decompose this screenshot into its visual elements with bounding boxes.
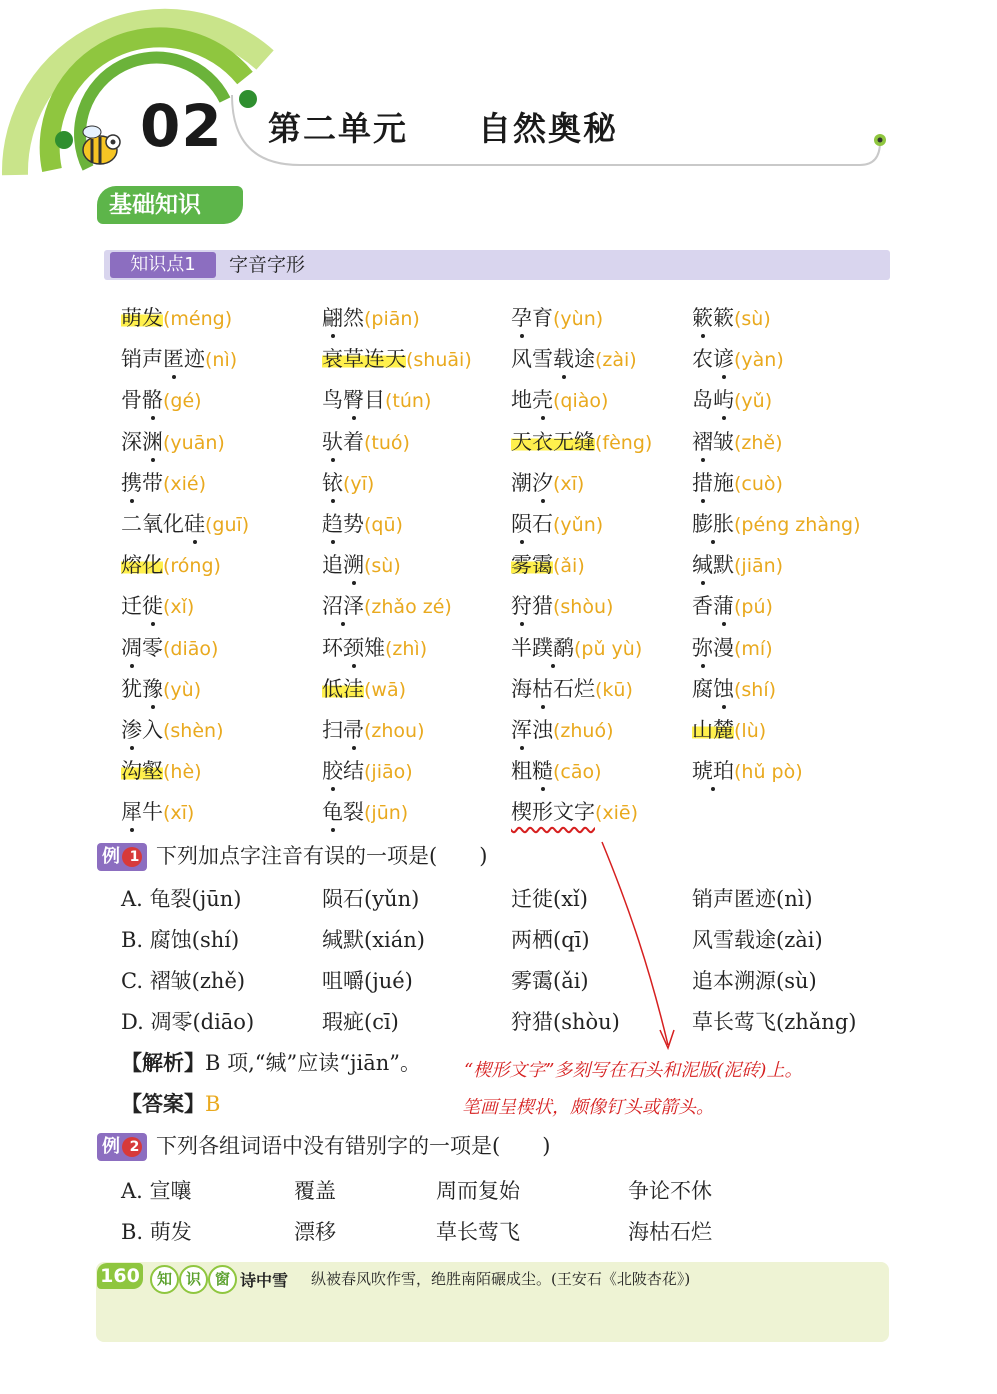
example-1-option: 缄默(xián): [322, 928, 425, 952]
dotted-char: 蒲: [713, 591, 734, 621]
vocab-pinyin: (kū): [595, 678, 633, 701]
vocab-pinyin: (méng): [163, 308, 233, 330]
handwritten-note-line-1: “楔形文字”多刻写在石头和泥版(泥砖)上。: [464, 1060, 803, 1081]
vocab-word: [692, 388, 734, 412]
word-part: 骨: [121, 388, 142, 413]
vocab-word: [511, 512, 553, 536]
vocab-word: [322, 306, 364, 330]
word-part: 然: [343, 306, 364, 330]
vocab-item: [322, 344, 472, 375]
vocab-word: [121, 636, 163, 660]
vocab-word: [511, 347, 595, 371]
word-part: 目: [364, 388, 385, 413]
vocab-item: [121, 797, 194, 828]
dotted-char: 陨: [511, 509, 532, 539]
word-part: 裂: [343, 800, 364, 825]
vocab-item: [121, 468, 206, 499]
vocab-pinyin: (shuāi): [406, 349, 472, 372]
word-part: 石烂: [553, 676, 595, 701]
vocab-item: [511, 385, 608, 416]
dotted-char: 趋: [322, 509, 343, 539]
vocab-item: [692, 427, 783, 458]
vocab-pinyin: (zài): [595, 349, 637, 372]
vocab-pinyin: (zhou): [364, 720, 425, 742]
example-1-option: 风雪载途(zài): [692, 928, 823, 952]
vocab-word: [511, 471, 553, 495]
dotted-char: 匿: [163, 344, 184, 374]
analysis-line: [121, 1048, 421, 1078]
vocab-item: [692, 509, 860, 540]
vocab-word: [692, 636, 734, 660]
vocab-pinyin: (jiāo): [364, 761, 413, 784]
vocab-pinyin: (ǎi): [553, 555, 585, 578]
vocab-pinyin: (qiào): [553, 390, 609, 413]
vocab-item: [511, 756, 602, 787]
example-1-label: 例 1: [97, 843, 147, 871]
word-part: 石: [532, 512, 553, 536]
example-1-option: 雾霭(ǎi): [511, 969, 589, 993]
example-1-number: 1: [122, 847, 142, 867]
word-part: 追: [322, 553, 343, 578]
vocab-pinyin: (jiān): [734, 555, 784, 578]
vocab-pinyin: (fèng): [595, 431, 653, 454]
bee-icon: [83, 126, 120, 164]
word-part: 二氧化: [121, 512, 184, 536]
dotted-char: 措: [692, 468, 713, 498]
vocab-item: [322, 385, 431, 416]
vocab-word: [511, 718, 553, 742]
vocab-item: [322, 303, 420, 334]
dotted-char: 颈: [343, 633, 364, 663]
vocab-item: [121, 674, 201, 705]
word-part: 迹: [184, 347, 205, 372]
dotted-char: 枯: [532, 674, 553, 704]
example-1-option: 销声匿迹(nì): [692, 887, 813, 911]
vocab-pinyin: (yàn): [734, 349, 784, 372]
dotted-char: 溯: [343, 550, 364, 580]
word-part: 施: [713, 470, 734, 495]
example-2-option: 覆盖: [294, 1179, 336, 1203]
dotted-char: 弥: [692, 633, 713, 663]
example-1-option: 草长莺飞(zhǎng): [692, 1010, 857, 1034]
highlighted-word: 天衣无缝: [511, 429, 595, 454]
vocab-word: [511, 594, 553, 618]
vocab-word: [121, 471, 163, 495]
highlighted-word: 雾霭: [511, 553, 553, 578]
word-part: 扫: [322, 718, 343, 742]
vocab-pinyin: (róng): [163, 555, 221, 578]
vocab-pinyin: (xī): [163, 802, 195, 825]
word-part: 潮: [511, 470, 532, 495]
vocab-pinyin: (xǐ): [163, 596, 195, 619]
vocab-item: [121, 591, 194, 622]
vocab-word: [322, 471, 343, 495]
dotted-char: 渊: [142, 427, 163, 457]
word-part: 势: [343, 512, 364, 536]
word-part: 零: [142, 635, 163, 660]
dotted-char: 蚀: [713, 674, 734, 704]
vocab-word: [322, 430, 364, 454]
example-1-option: 咀嚼(jué): [322, 969, 413, 993]
vocab-item: [692, 715, 766, 746]
answer-line: [121, 1089, 220, 1119]
answer-value: B: [205, 1092, 221, 1116]
vocab-item: [692, 468, 783, 499]
vocab-word: [322, 718, 364, 742]
vocab-item: [322, 509, 403, 540]
dotted-char: 簌: [692, 303, 713, 333]
dotted-char: 渗: [121, 715, 142, 745]
word-part: 粗: [511, 759, 532, 784]
dotted-char: 胶: [322, 756, 343, 786]
vocab-pinyin: (zhì): [385, 637, 428, 660]
vocab-item: [121, 385, 202, 416]
vocab-pinyin: (gé): [163, 390, 202, 413]
analysis-label: 【解析】: [121, 1051, 205, 1075]
unit-number: 02: [140, 92, 223, 160]
vocab-item: [322, 756, 413, 787]
word-part: 深: [121, 429, 142, 454]
example-2-question: 下列各组词语中没有错别字的一项是( ): [156, 1134, 551, 1158]
dotted-char: 膨胀: [692, 509, 734, 539]
vocab-item: [322, 797, 408, 828]
dotted-char: 孕: [511, 303, 532, 333]
vocab-word: [692, 306, 734, 330]
word-part: 犹: [121, 676, 142, 701]
dotted-char: 蹼鹬: [532, 633, 574, 663]
word-part: 鸟: [322, 388, 343, 413]
dotted-char: 凋: [121, 633, 142, 663]
vocab-item: [511, 509, 603, 540]
highlighted-word: 沟壑: [121, 759, 163, 784]
vocab-item: [322, 674, 406, 705]
vocab-item: [692, 756, 803, 787]
vocab-item: [511, 344, 637, 375]
vocab-item: [692, 674, 776, 705]
word-part: 簌: [713, 306, 734, 330]
dotted-char: 犀: [121, 797, 142, 827]
vocab-item: [121, 756, 202, 787]
vocab-word: [322, 553, 364, 577]
vocab-pinyin: (yuān): [163, 431, 225, 454]
vocab-word: [322, 512, 364, 536]
example-1-option: 追本溯源(sù): [692, 969, 817, 993]
vocab-pinyin: (shèn): [163, 720, 224, 742]
dotted-char: 豫: [142, 674, 163, 704]
vocab-word: [121, 718, 163, 742]
poem-text: 纵被春风吹作雪，绝胜南陌碾成尘。(王安石《北陂杏花》): [311, 1270, 691, 1288]
vocab-pinyin: (péng zhàng): [734, 514, 861, 536]
vocab-word: [322, 800, 364, 824]
word-part: 漫: [713, 635, 734, 660]
knowledge-window-char: 识: [179, 1265, 208, 1294]
vocab-word: [511, 306, 553, 330]
dotted-char: 缄: [692, 550, 713, 580]
word-part: 入: [142, 718, 163, 742]
vocab-word: [511, 388, 553, 412]
dotted-char: 屿: [713, 385, 734, 415]
vocab-word: [121, 759, 163, 783]
example-1-option: 陨石(yǔn): [322, 887, 420, 911]
example-2-option: 争论不休: [628, 1179, 712, 1203]
wavy-underlined-word: 楔形文字: [511, 800, 595, 825]
example-2-option: 海枯石烂: [628, 1220, 712, 1244]
vocab-pinyin: (piān): [364, 308, 420, 330]
vocab-pinyin: (yī): [343, 472, 375, 495]
vocab-word: [692, 471, 734, 495]
vocab-word: [322, 347, 406, 371]
example-2-option: 周而复始: [436, 1179, 520, 1203]
vocab-pinyin: (yǔ): [734, 390, 773, 413]
vocab-item: [511, 550, 585, 581]
dotted-char: 谚: [713, 344, 734, 374]
dotted-char: 帚: [343, 715, 364, 745]
word-part: 农: [692, 347, 713, 372]
dotted-char: 糙: [532, 756, 553, 786]
word-part: 香: [692, 594, 713, 619]
vocab-item: [511, 797, 638, 828]
vocab-word: [322, 677, 364, 701]
vocab-pinyin: (qū): [364, 514, 403, 536]
vocab-item: [511, 633, 642, 664]
example-2-option: 漂移: [294, 1220, 336, 1244]
vocab-word: [511, 636, 574, 660]
example-1-question: 下列加点字注音有误的一项是( ): [156, 844, 488, 868]
vocab-pinyin: (hǔ pò): [734, 761, 803, 784]
vocab-pinyin: (shòu): [553, 596, 614, 619]
vocab-item: [692, 550, 783, 581]
vocab-item: [322, 468, 374, 499]
vocab-word: [692, 759, 734, 783]
dotted-char: 臀: [343, 385, 364, 415]
knowledge-point-bar: [104, 250, 890, 280]
section-title: 基础知识: [97, 186, 243, 224]
example-1-option: B. 腐蚀(shí): [121, 928, 240, 952]
word-part: 半: [511, 635, 532, 660]
vocab-pinyin: (xī): [553, 472, 585, 495]
example-1-option: A. 龟裂(jūn): [121, 887, 242, 911]
dotted-char: 龟: [322, 797, 343, 827]
dotted-char: 狩: [511, 591, 532, 621]
vocab-word: [121, 306, 163, 330]
vocab-word: [121, 553, 163, 577]
vocab-pinyin: (wā): [364, 678, 407, 701]
dotted-char: 徙: [142, 591, 163, 621]
word-part: 海: [511, 676, 532, 701]
vocab-item: [692, 344, 784, 375]
word-part: 着: [343, 429, 364, 454]
vocab-word: [322, 759, 364, 783]
example-1-option: C. 褶皱(zhě): [121, 969, 246, 993]
vocab-item: [322, 633, 427, 664]
word-part: 地: [511, 388, 532, 413]
vocab-word: [511, 800, 595, 824]
vocab-item: [692, 633, 773, 664]
example-2-option: B. 萌发: [121, 1220, 192, 1244]
vocab-word: [121, 677, 163, 701]
highlighted-word: 山麓: [692, 718, 734, 742]
vocab-pinyin: (sù): [734, 308, 771, 330]
annotation-arrow: [590, 830, 710, 1060]
knowledge-window-char: 窗: [208, 1265, 237, 1294]
word-part: 销声: [121, 347, 163, 372]
dotted-char: 驮: [322, 427, 343, 457]
example-2-label: 例 2: [97, 1133, 147, 1161]
vocab-pinyin: (zhě): [734, 431, 783, 454]
dotted-char: 浑: [511, 715, 532, 745]
vocab-word: [511, 759, 553, 783]
word-part: 岛: [692, 388, 713, 413]
vocab-pinyin: (cāo): [553, 761, 602, 784]
vocab-word: [121, 388, 163, 412]
vocab-word: [121, 347, 205, 371]
vocab-item: [322, 427, 410, 458]
example-2-option: A. 宣嚷: [121, 1179, 192, 1203]
unit-title: 第二单元 自然奥秘: [268, 109, 618, 148]
vocab-word: [692, 718, 734, 742]
vocab-item: [121, 715, 224, 746]
word-part: 腐: [692, 676, 713, 701]
vocab-pinyin: (yù): [163, 678, 202, 701]
analysis-text: B 项,“缄”应读“jiān”。: [205, 1051, 421, 1075]
vocab-pinyin: (tún): [385, 390, 432, 413]
example-1-option: 瑕疵(cī): [322, 1010, 399, 1034]
answer-label: 【答案】: [121, 1092, 205, 1116]
vocab-pinyin: (lù): [734, 720, 767, 742]
vocab-word: [692, 594, 734, 618]
vocab-pinyin: (shí): [734, 678, 777, 701]
vocab-word: [121, 800, 163, 824]
word-part: 带: [142, 470, 163, 495]
vocab-item: [511, 591, 613, 622]
word-part: 浊: [532, 718, 553, 742]
vocab-pinyin: (yùn): [553, 308, 604, 330]
word-part: 牛: [142, 800, 163, 825]
dotted-char: 褶: [692, 427, 713, 457]
vocab-pinyin: (pú): [734, 596, 773, 619]
vocab-word: [121, 430, 163, 454]
example-1-option: 狩猎(shòu): [511, 1010, 620, 1034]
vocab-pinyin: (yǔn): [553, 514, 604, 536]
dotted-char: 翩: [322, 303, 343, 333]
vocab-item: [692, 385, 772, 416]
vocab-word: [511, 553, 553, 577]
vocab-pinyin: (cuò): [734, 472, 783, 495]
vocab-word: [692, 512, 734, 536]
word-part: 育: [532, 306, 553, 330]
dotted-char: 载: [553, 344, 574, 374]
highlighted-word: 低洼: [322, 676, 364, 701]
vocab-pinyin: (tuó): [364, 431, 410, 454]
vocab-pinyin: (jūn): [364, 802, 409, 825]
word-part: 途: [574, 347, 595, 372]
example-1-option: D. 凋零(diāo): [121, 1010, 255, 1034]
highlighted-word: 萌发: [121, 306, 163, 330]
vocab-word: [322, 388, 385, 412]
vocab-pinyin: (sù): [364, 555, 401, 578]
vocab-pinyin: (xiē): [595, 802, 639, 825]
vocab-word: [692, 553, 734, 577]
poem-label: 诗中雪: [240, 1271, 289, 1290]
vocab-item: [322, 591, 452, 622]
page-number: 160: [97, 1263, 143, 1289]
word-part: 迁: [121, 594, 142, 619]
word-part: 猎: [532, 594, 553, 619]
word-part: 风雪: [511, 347, 553, 372]
vocab-pinyin: (nì): [205, 349, 238, 372]
knowledge-point-title: 字音字形: [229, 254, 306, 276]
vocab-word: [322, 594, 364, 618]
handwritten-note-line-2: 笔画呈楔状，颇像钉头或箭头。: [462, 1097, 714, 1118]
vocab-pinyin: (pǔ yù): [574, 637, 643, 660]
vocab-item: [511, 715, 614, 746]
vocab-word: [322, 636, 385, 660]
dotted-char: 沼泽: [322, 591, 364, 621]
vocab-word: [692, 677, 734, 701]
vocab-item: [322, 550, 401, 581]
dotted-char: 琥珀: [692, 756, 734, 786]
vocab-pinyin: (zhuó): [553, 720, 614, 742]
vocab-word: [511, 430, 595, 454]
knowledge-window-char: 知: [150, 1265, 179, 1294]
dotted-char: 壳: [532, 385, 553, 415]
vocab-item: [121, 509, 249, 540]
vocab-item: [121, 303, 232, 334]
vocab-pinyin: (diāo): [163, 637, 219, 660]
word-part: 皱: [713, 429, 734, 454]
vocab-item: [322, 715, 425, 746]
example-2-option: 草长莺飞: [436, 1220, 520, 1244]
vocab-word: [121, 594, 163, 618]
vocab-item: [511, 427, 652, 458]
vocab-pinyin: (hè): [163, 761, 202, 784]
dotted-char: 骼: [142, 385, 163, 415]
vocab-word: [692, 430, 734, 454]
vocab-word: [511, 677, 595, 701]
vocab-item: [511, 303, 603, 334]
word-part: 环: [322, 635, 343, 660]
highlighted-word: 衰草连天: [322, 347, 406, 372]
example-1-option: 迁徙(xǐ): [511, 887, 588, 911]
vocab-item: [121, 550, 221, 581]
vocab-pinyin: (mí): [734, 637, 773, 660]
vocab-pinyin: (xié): [163, 472, 207, 495]
dotted-char: 铱: [322, 468, 343, 498]
highlighted-word: 熔化: [121, 553, 163, 578]
vocab-item: [692, 591, 773, 622]
word-part: 默: [713, 553, 734, 578]
dotted-char: 汐: [532, 468, 553, 498]
word-part: 雉: [364, 635, 385, 660]
vocab-item: [511, 674, 633, 705]
vocab-pinyin: (zhǎo zé): [364, 596, 452, 619]
knowledge-point-tag: 知识点1: [110, 252, 216, 278]
vocab-item: [511, 468, 584, 499]
vocab-word: [121, 512, 205, 536]
dotted-char: 硅: [184, 509, 205, 539]
vocab-item: [121, 633, 218, 664]
vocab-word: [692, 347, 734, 371]
example-1-option: 两栖(qī): [511, 928, 590, 952]
vocab-item: [121, 427, 225, 458]
vocab-pinyin: (guī): [205, 514, 250, 536]
vocab-item: [121, 344, 237, 375]
word-part: 结: [343, 759, 364, 784]
dotted-char: 携: [121, 468, 142, 498]
vocab-item: [692, 303, 771, 334]
example-2-number: 2: [122, 1137, 142, 1157]
